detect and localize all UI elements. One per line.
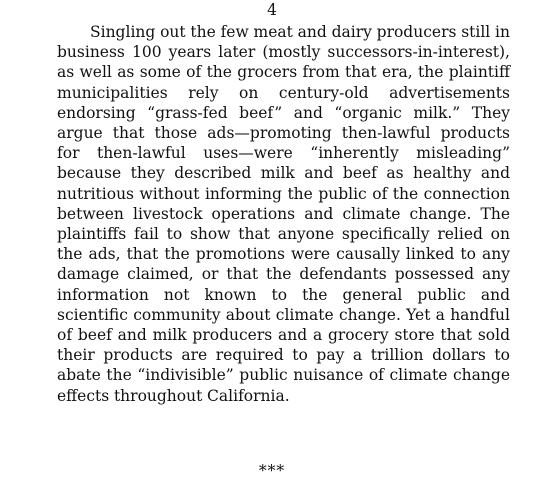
body-paragraph: Singling out the few meat and dairy producers still in business 100 years later (mostly successors-in-interest), as well as some of the grocers from that era, the plaintiff municipalities rely on century-old advertisements endorsing “grass-fed beef” and “organic milk.” They argue that those ads—promoting then-lawful products for then-lawful uses—were “inherently misleading” because they described milk and beef as healthy and nutritious without informing the public of the connection between livestock operations and climate change. The plaintiffs fail to show that anyone specifically relied on the ads, that the promotions were causally linked to any damage claimed, or that the defendants possessed any information not known to the general public and scientific community about climate change. Yet a handful of beef and milk producers and a grocery store that sold their products are required to pay a trillion dollars to abate the “indivisible” public nuisance of climate change effects throughout California.	[57, 23, 510, 405]
page-number: 4	[267, 1, 277, 19]
section-separator: ***	[258, 462, 286, 480]
